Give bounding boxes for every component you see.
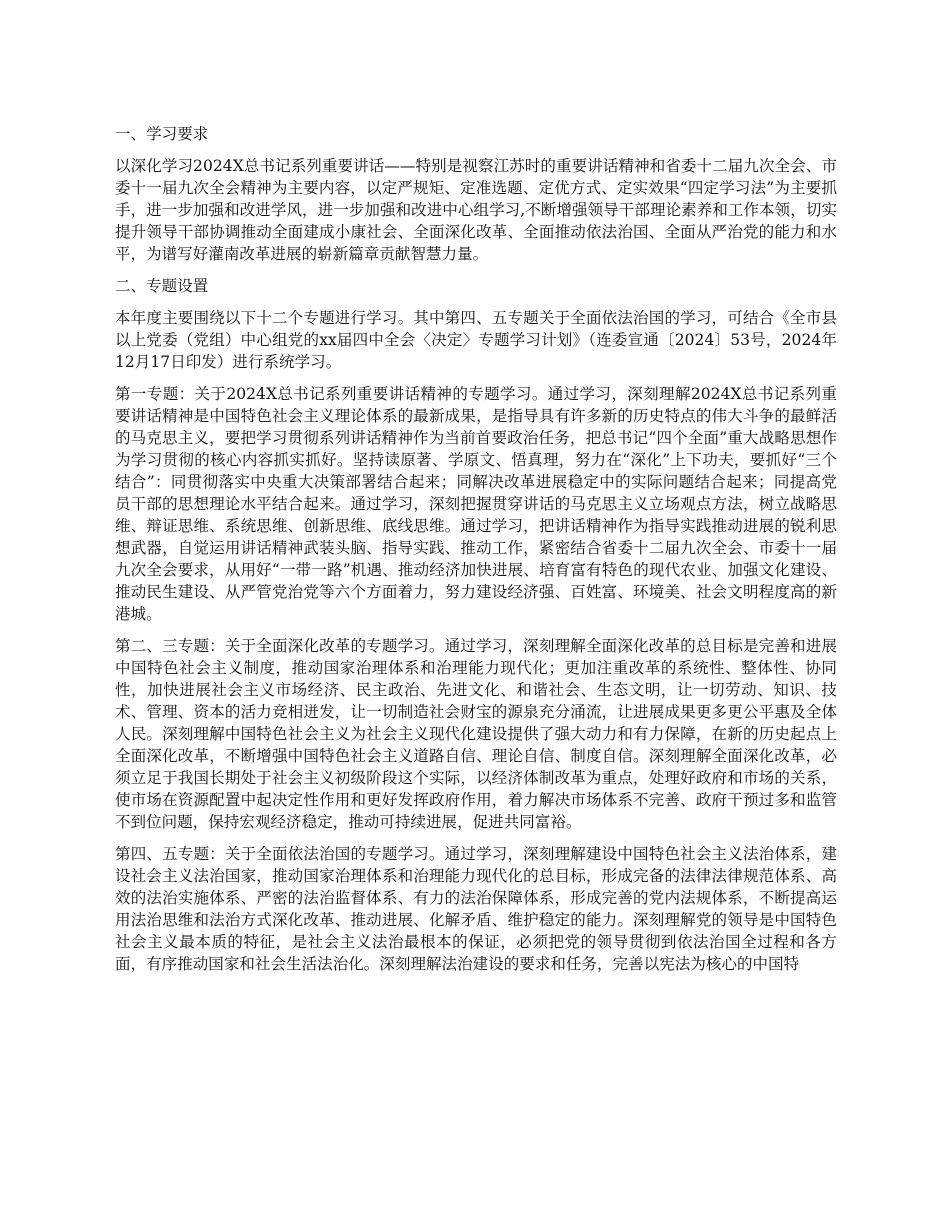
topic-4-5-paragraph: 第四、五专题：关于全面依法治国的专题学习。通过学习，深刻理解建设中国特色社会主义法治体系，建设社会主义法治国家，推动国家治理体系和治理能力现代化的总目标，形成完备的法律法律规范体系、高效的法治实施体系、严密的法治监督体系、有力的法治保障体系，形成完善的党内法规体系，不断提高运用法治思维和法治方式深化改革、推动进展、化解矛盾、维护稳定的能力。深刻理解党的领导是中国特色社会主义最本质的特征，是社会主义法治最根本的保证，必须把党的领导贯彻到依法治国全过程和各方面，有序推动国家和社会生活法治化。深刻理解法治建设的要求和任务，完善以宪法为核心的中国特 [115, 845, 837, 973]
section-heading-topic-settings: 二、专题设置 [115, 277, 209, 295]
study-requirements-paragraph: 以深化学习2024X总书记系列重要讲话——特别是视察江苏时的重要讲话精神和省委十二届九次全会、市委十一届九次全会精神为主要内容，以定严规矩、定准选题、定优方式、定实效果“四定学习法”为主要抓手，进一步加强和改进学风，进一步加强和改进中心组学习,不断增强领导干部理论素养和工作本领，切实提升领导干部协调推动全面建成小康社会、全面深化改革、全面推动依法治国、全面从严治党的能力和水平，为谱写好灌南改革进展的崭新篇章贡献智慧力量。 [115, 157, 837, 263]
document-body [115, 123, 837, 985]
section-heading-study-requirements: 一、学习要求 [115, 125, 209, 143]
topic-settings-intro-paragraph: 本年度主要围绕以下十二个专题进行学习。其中第四、五专题关于全面依法治国的学习，可结合《全市县以上党委（党组）中心组党的xx届四中全会〈决定〉专题学习计划》（连委宣通〔2024〕53号，2024年12月17日印发）进行系统学习。 [115, 309, 837, 371]
topic-2-3-paragraph: 第二、三专题：关于全面深化改革的专题学习。通过学习，深刻理解全面深化改革的总目标是完善和进展中国特色社会主义制度，推动国家治理体系和治理能力现代化；更加注重改革的系统性、整体性、协同性，加快进展社会主义市场经济、民主政治、先进文化、和谐社会、生态文明，让一切劳动、知识、技术、管理、资本的活力竞相迸发，让一切制造社会财宝的源泉充分涌流，让进展成果更多更公平惠及全体人民。深刻理解中国特色社会主义为社会主义现代化建设提供了强大动力和有力保障，在新的历史起点上全面深化改革，不断增强中国特色社会主义道路自信、理论自信、制度自信。深刻理解全面深化改革，必须立足于我国长期处于社会主义初级阶段这个实际，以经济体制改革为重点，处理好政府和市场的关系，使市场在资源配置中起决定性作用和更好发挥政府作用，着力解决市场体系不完善、政府干预过多和监管不到位问题，保持宏观经济稳定，推动可持续进展，促进共同富裕。 [115, 637, 837, 831]
topic-1-paragraph: 第一专题：关于2024X总书记系列重要讲话精神的专题学习。通过学习，深刻理解2024X总书记系列重要讲话精神是中国特色社会主义理论体系的最新成果，是指导具有许多新的历史特点的伟大斗争的最鲜活的马克思主义，要把学习贯彻系列讲话精神作为当前首要政治任务，把总书记“四个全面”重大战略思想作为学习贯彻的核心内容抓实抓好。坚持读原著、学原文、悟真理，努力在“深化”上下功夫，要抓好“三个结合”：同贯彻落实中央重大决策部署结合起来；同解决改革进展稳定中的实际问题结合起来；同提高党员干部的思想理论水平结合起来。通过学习，深刻把握贯穿讲话的马克思主义立场观点方法，树立战略思维、辩证思维、系统思维、创新思维、底线思维。通过学习，把讲话精神作为指导实践推动进展的锐利思想武器，自觉运用讲话精神武装头脑、指导实践、推动工作，紧密结合省委十二届九次全会、市委十一届九次全会要求，从用好“一带一路”机遇、推动经济加快进展、培育富有特色的现代农业、加强文化建设、推动民生建设、从严管党治党等六个方面着力，努力建设经济强、百姓富、环境美、社会文明程度高的新港城。 [115, 385, 837, 623]
